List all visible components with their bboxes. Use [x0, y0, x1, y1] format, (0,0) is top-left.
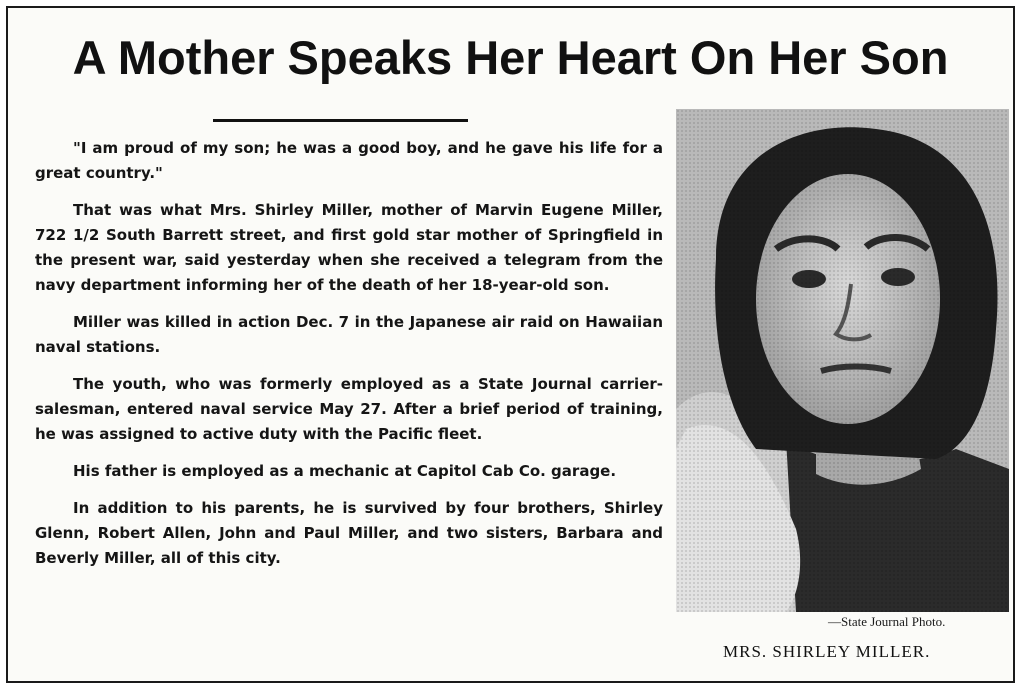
headline: A Mother Speaks Her Heart On Her Son [72, 31, 949, 84]
article-body [35, 136, 663, 583]
photo-caption: MRS. SHIRLEY MILLER. [723, 642, 931, 661]
portrait-photo [676, 109, 1009, 612]
paragraph-killed: Miller was killed in action Dec. 7 in the Japanese air raid on Hawaiian naval stations. [35, 313, 663, 356]
paragraph-service: The youth, who was formerly employed as a State Journal carrier-salesman, entered naval service May 27. After a brief period of training, he was assigned to active duty with the Pacific fleet. [35, 375, 663, 443]
headline-rule [213, 119, 468, 122]
paragraph-quote: "I am proud of my son; he was a good boy, and he gave his life for a great country." [35, 139, 663, 182]
photo-credit: —State Journal Photo. [828, 614, 946, 629]
newspaper-clipping [6, 6, 1015, 683]
paragraph-intro: That was what Mrs. Shirley Miller, mother of Marvin Eugene Miller, 722 1/2 South Barrett street, and first gold star mother of Springfield in the present war, said yesterday when she received a telegram from the navy department informing her of the death of her 18-year-old son. [35, 201, 663, 294]
portrait-illustration [676, 109, 1009, 612]
paragraph-father: His father is employed as a mechanic at Capitol Cab Co. garage. [73, 462, 617, 480]
paragraph-survivors: In addition to his parents, he is survived by four brothers, Shirley Glenn, Robert Allen, John and Paul Miller, and two sisters, Barbara and Beverly Miller, all of this city. [35, 499, 663, 567]
